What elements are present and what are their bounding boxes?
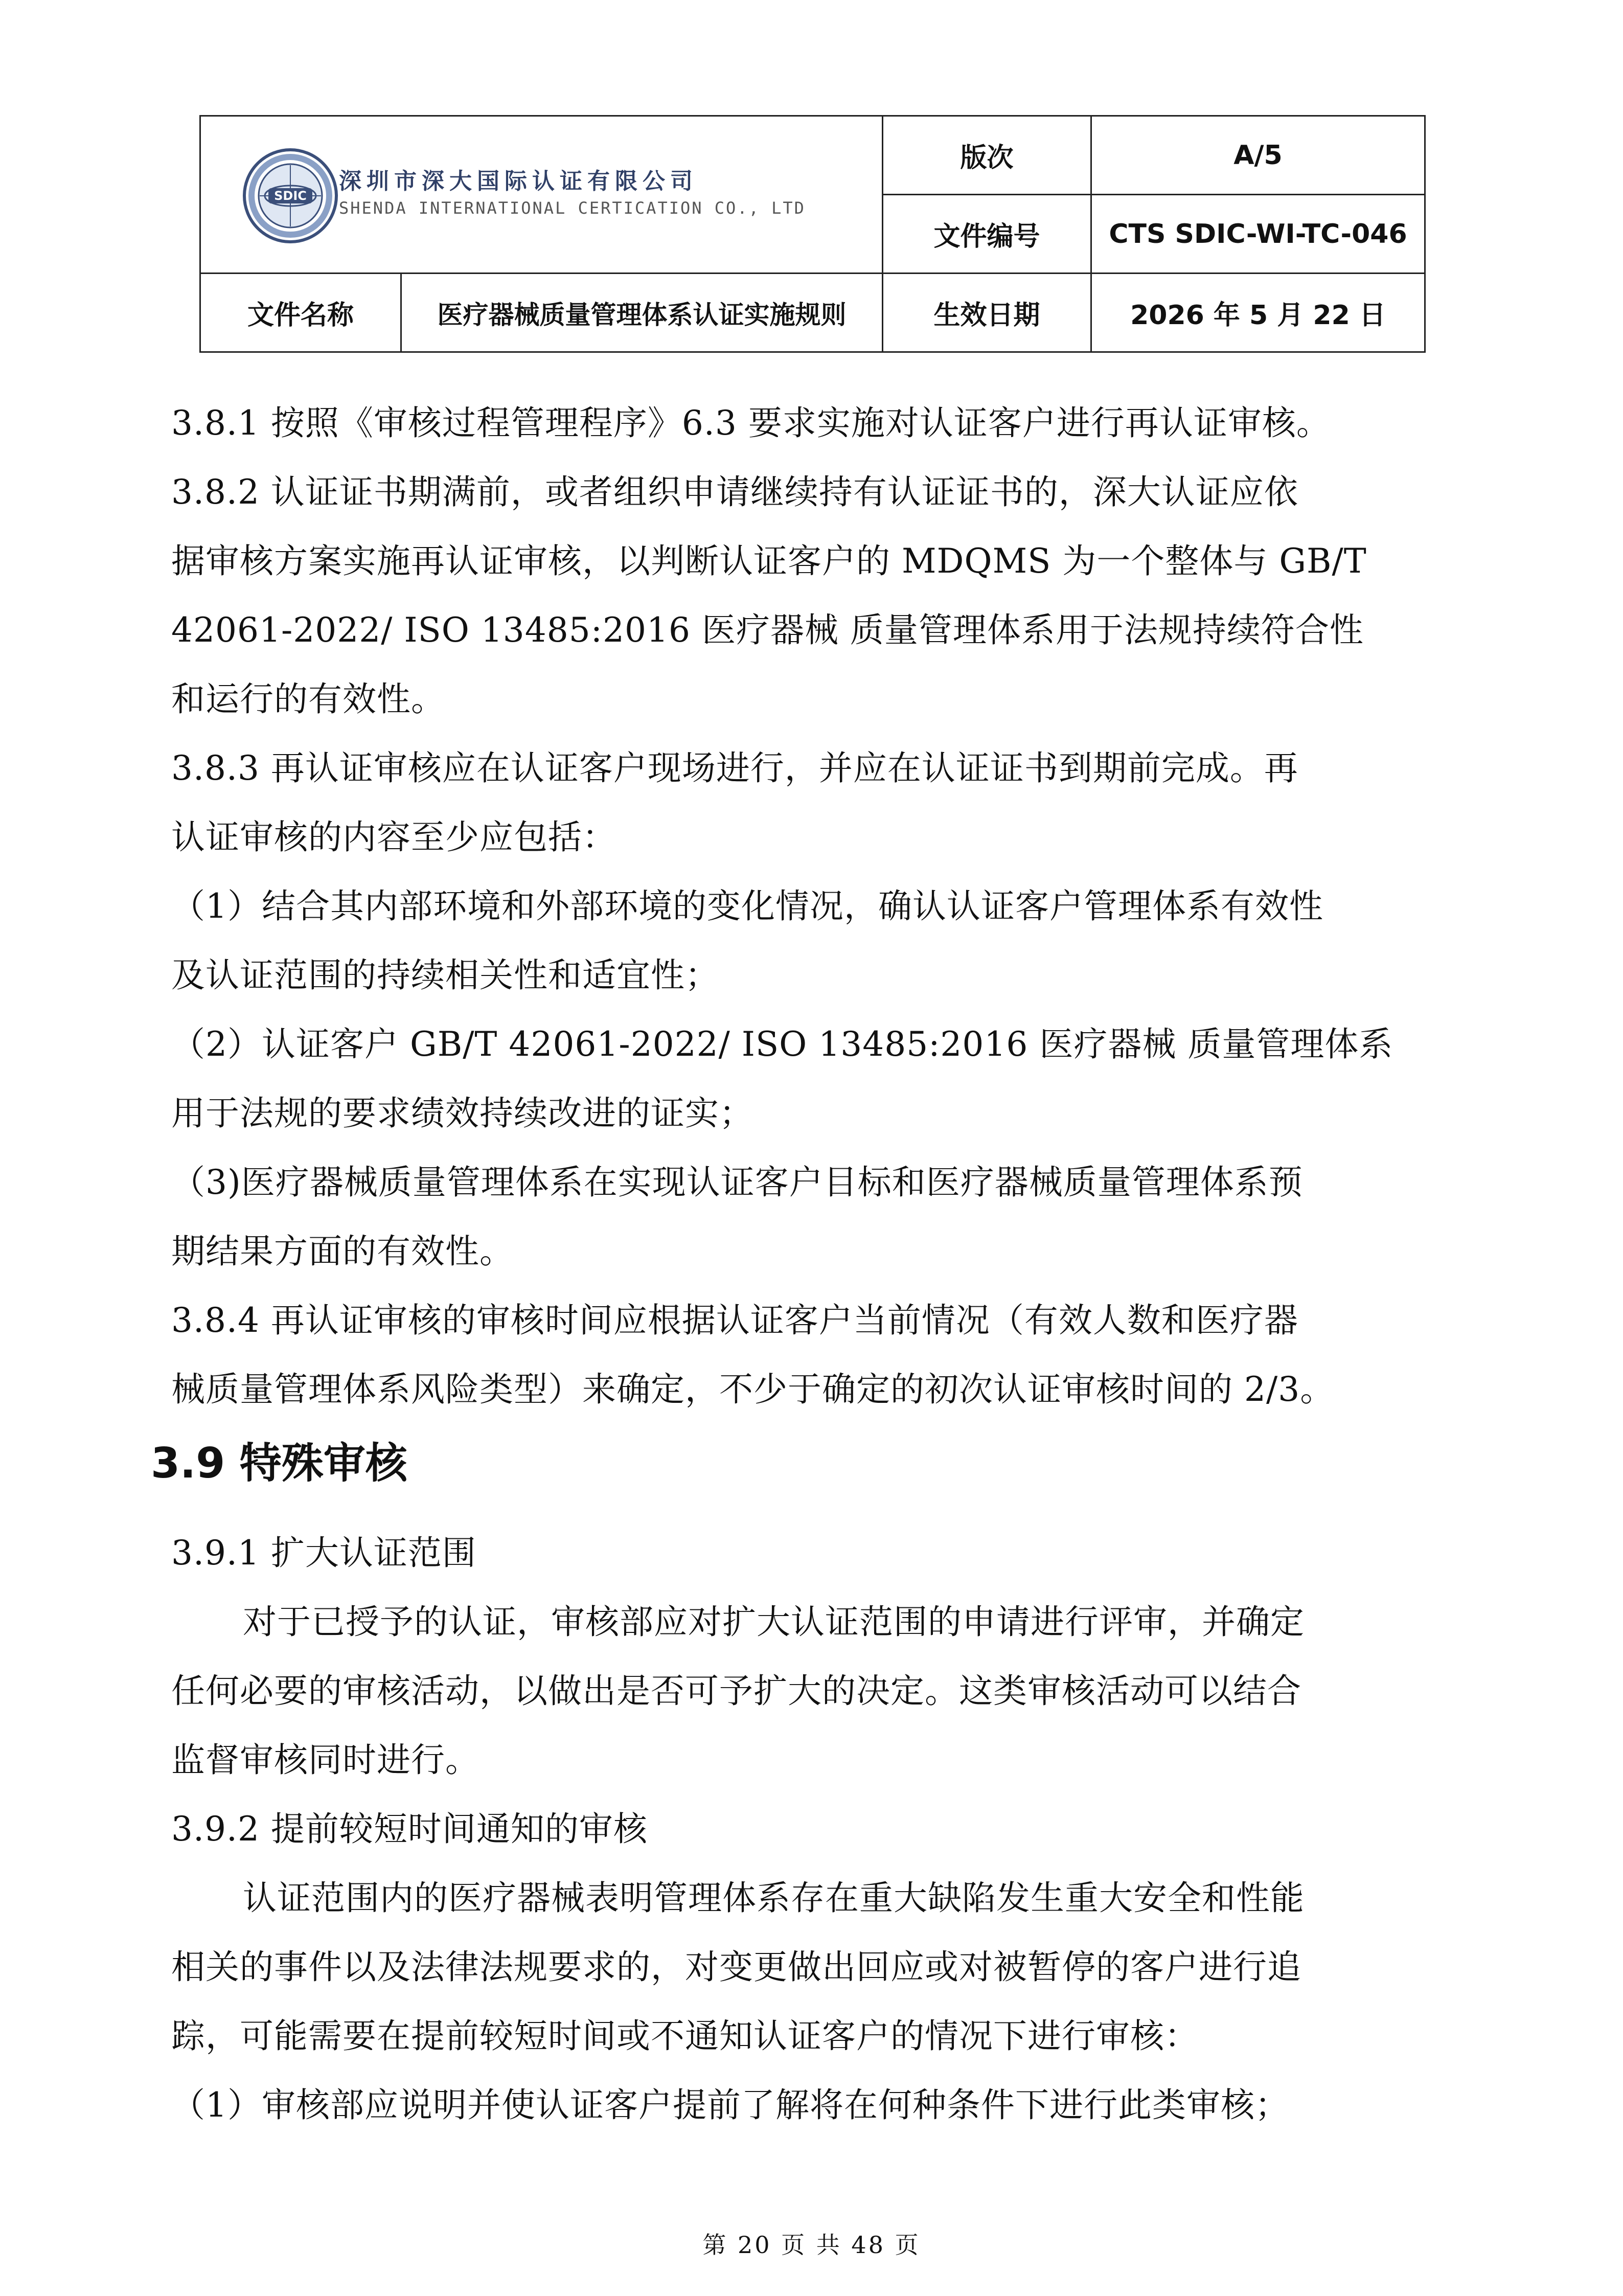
paragraph-line: 3.8.4 再认证审核的审核时间应根据认证客户当前情况（有效人数和医疗器 bbox=[171, 1301, 1298, 1340]
paragraph-line: 认证审核的内容至少应包括： bbox=[171, 817, 616, 857]
paragraph-line: 42061-2022/ ISO 13485:2016 医疗器械 质量管理体系用于法规持续符合性 bbox=[171, 610, 1364, 650]
page-number-footer: 第 20 页 共 48 页 bbox=[702, 2231, 921, 2259]
paragraph-line: 踪，可能需要在提前较短时间或不通知认证客户的情况下进行审核： bbox=[171, 2016, 1199, 2056]
list-item-line: （1）结合其内部环境和外部环境的变化情况，确认认证客户管理体系有效性 bbox=[171, 886, 1323, 926]
paragraph-line: 认证范围内的医疗器械表明管理体系存在重大缺陷发生重大安全和性能 bbox=[243, 1878, 1305, 1918]
doc-number-value: CTS SDIC-WI-TC-046 bbox=[1091, 195, 1425, 274]
document-body bbox=[151, 389, 1459, 2140]
version-label: 版次 bbox=[883, 116, 1091, 195]
doc-name-value: 医疗器械质量管理体系认证实施规则 bbox=[401, 274, 883, 352]
list-item-line: （3)医疗器械质量管理体系在实现认证客户目标和医疗器械质量管理体系预 bbox=[171, 1163, 1303, 1202]
paragraph-line: 相关的事件以及法律法规要求的，对变更做出回应或对被暂停的客户进行追 bbox=[171, 1947, 1301, 1987]
paragraph-line: 3.8.1 按照《审核过程管理程序》6.3 要求实施对认证客户进行再认证审核。 bbox=[171, 403, 1331, 443]
paragraph-line: 3.8.3 再认证审核应在认证客户现场进行，并应在认证证书到期前完成。再 bbox=[171, 748, 1298, 788]
doc-name-label: 文件名称 bbox=[200, 274, 401, 352]
subsection-title: 3.9.2 提前较短时间通知的审核 bbox=[171, 1809, 648, 1849]
list-item-line: （2）认证客户 GB/T 42061-2022/ ISO 13485:2016 医疗器械 质量管理体系 bbox=[171, 1025, 1393, 1064]
paragraph-line: 任何必要的审核活动，以做出是否可予扩大的决定。这类审核活动可以结合 bbox=[171, 1671, 1301, 1711]
effective-date-label: 生效日期 bbox=[883, 274, 1091, 352]
paragraph-line: 械质量管理体系风险类型）来确定，不少于确定的初次认证审核时间的 2/3。 bbox=[171, 1370, 1335, 1409]
paragraph-line: 对于已授予的认证，审核部应对扩大认证范围的申请进行评审，并确定 bbox=[243, 1602, 1305, 1642]
company-seal-logo bbox=[242, 147, 339, 244]
subsection-title: 3.9.1 扩大认证范围 bbox=[171, 1533, 476, 1573]
document-header-table bbox=[199, 115, 1426, 353]
paragraph-line: 3.8.2 认证证书期满前，或者组织申请继续持有认证证书的，深大认证应依 bbox=[171, 472, 1298, 512]
list-item-line: 用于法规的要求绩效持续改进的证实； bbox=[171, 1094, 753, 1133]
paragraph-line: 和运行的有效性。 bbox=[171, 679, 445, 719]
company-name-english: SHENDA INTERNATIONAL CERTICATION CO., LTD bbox=[339, 198, 806, 218]
list-item-line: （1）审核部应说明并使认证客户提前了解将在何种条件下进行此类审核； bbox=[171, 2085, 1289, 2125]
paragraph-line: 监督审核同时进行。 bbox=[171, 1740, 479, 1780]
effective-date-value: 2026 年 5 月 22 日 bbox=[1091, 274, 1425, 352]
section-heading: 3.9 特殊审核 bbox=[151, 1439, 407, 1488]
doc-number-label: 文件编号 bbox=[883, 195, 1091, 274]
version-value: A/5 bbox=[1091, 116, 1425, 195]
list-item-line: 期结果方面的有效性。 bbox=[171, 1232, 514, 1271]
paragraph-line: 据审核方案实施再认证审核，以判断认证客户的 MDQMS 为一个整体与 GB/T bbox=[171, 541, 1367, 581]
company-name-chinese: 深圳市深大国际认证有限公司 bbox=[339, 168, 698, 194]
svg-text:SDIC: SDIC bbox=[274, 189, 307, 203]
list-item-line: 及认证范围的持续相关性和适宜性； bbox=[171, 956, 719, 995]
company-logo-cell bbox=[200, 116, 883, 274]
